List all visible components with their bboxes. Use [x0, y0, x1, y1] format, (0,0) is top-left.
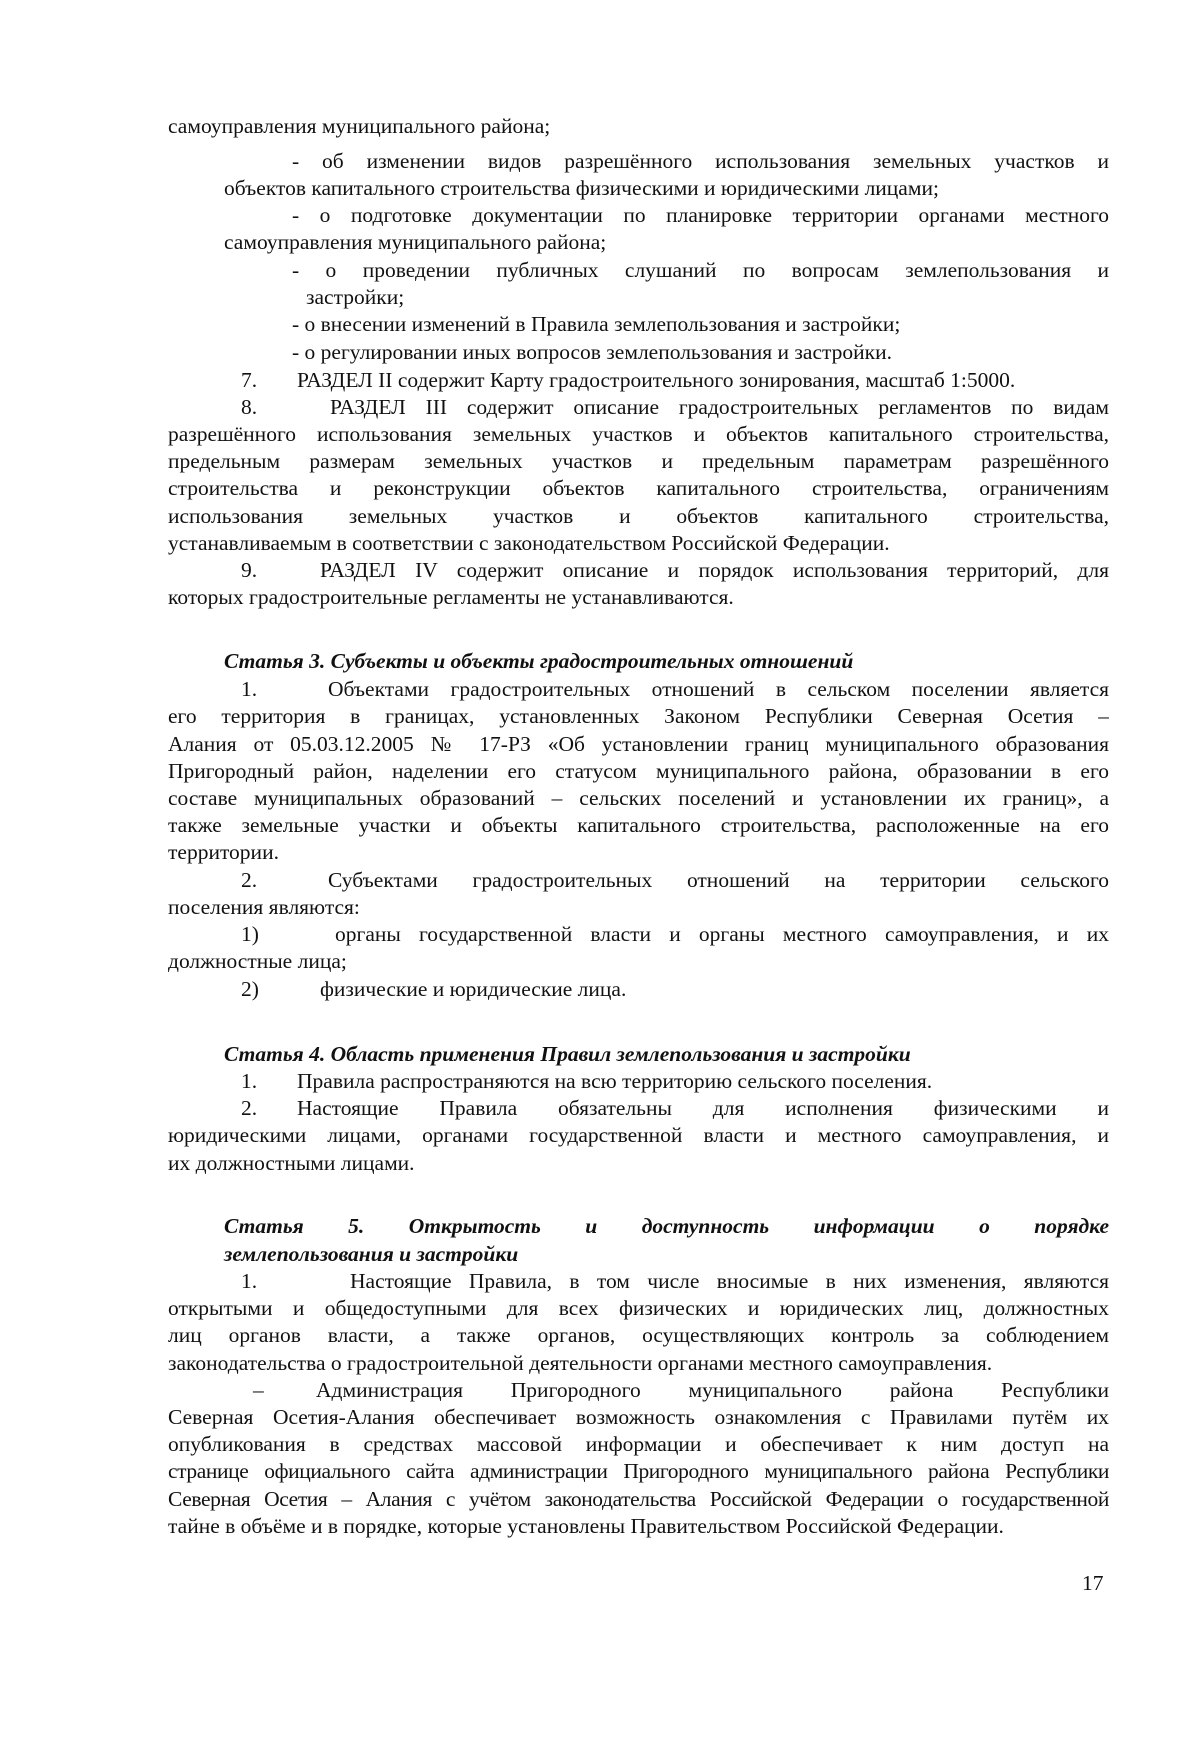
- text-line: опубликования в средствах массовой информации и обеспечивает к ним доступ на: [168, 1432, 1109, 1456]
- item-number: 2): [241, 977, 259, 1001]
- text-line: их должностными лицами.: [168, 1151, 415, 1175]
- item-number: 7.: [241, 368, 258, 392]
- item-number: 2.: [241, 868, 258, 892]
- article-5-heading: Статья 5. Открытость и доступность информации о порядке: [224, 1214, 1109, 1238]
- text-line: устанавливаемым в соответствии с законодательством Российской Федерации.: [168, 531, 890, 555]
- text-line: тайне в объёме и в порядке, которые установлены Правительством Российской Федерации.: [168, 1514, 1004, 1538]
- text-line: РАЗДЕЛ IV содержит описание и порядок использования территорий, для: [320, 558, 1109, 582]
- list-item-bullet: - о внесении изменений в Правила землепользования и застройки;: [292, 312, 901, 336]
- text-line: составе муниципальных образований – сельских поселений и установлении их границ», а: [168, 786, 1109, 810]
- text-line: РАЗДЕЛ III содержит описание градостроительных регламентов по видам: [330, 395, 1109, 419]
- text-line: странице официального сайта администрации Пригородного муниципального района Республики: [168, 1459, 1109, 1483]
- text-line: Пригородный район, наделении его статусом муниципального района, образовании в его: [168, 759, 1109, 783]
- text-line: которых градостроительные регламенты не устанавливаются.: [168, 585, 734, 609]
- item-number: 1.: [241, 677, 258, 701]
- text-line: юридическими лицами, органами государственной власти и местного самоуправления, и: [168, 1123, 1109, 1147]
- text-line: физические и юридические лица.: [320, 977, 627, 1001]
- item-number: 2.: [241, 1096, 258, 1120]
- text-line: Настоящие Правила, в том числе вносимые в них изменения, являются: [350, 1269, 1109, 1293]
- item-number: 1.: [241, 1069, 258, 1093]
- text-line: Северная Осетия – Алания с учётом законодательства Российской Федерации о государственной: [168, 1487, 1109, 1511]
- list-item-bullet: - о регулировании иных вопросов землепользования и застройки.: [292, 340, 892, 364]
- text-line: самоуправления муниципального района;: [168, 114, 551, 138]
- article-5-heading-continued: землепользования и застройки: [224, 1242, 519, 1266]
- text-line: лиц органов власти, а также органов, осуществляющих контроль за соблюдением: [168, 1323, 1109, 1347]
- text-line: его территория в границах, установленных Законом Республики Северная Осетия –: [168, 704, 1109, 728]
- article-3-heading: Статья 3. Субъекты и объекты градостроительных отношений: [224, 649, 854, 673]
- text-line: застройки;: [306, 285, 405, 309]
- item-number: 1): [241, 922, 259, 946]
- article-4-heading: Статья 4. Область применения Правил землепользования и застройки: [224, 1042, 911, 1066]
- item-number: 8.: [241, 395, 258, 419]
- text-line: разрешённого использования земельных участков и объектов капитального строительства,: [168, 422, 1109, 446]
- text-line: Правила распространяются на всю территорию сельского поселения.: [297, 1069, 933, 1093]
- text-line: использования земельных участков и объектов капитального строительства,: [168, 504, 1109, 528]
- text-line: предельным размерам земельных участков и предельным параметрам разрешённого: [168, 449, 1109, 473]
- page-number: 17: [1082, 1571, 1104, 1595]
- text-line: поселения являются:: [168, 895, 360, 919]
- text-line: должностные лица;: [168, 949, 347, 973]
- text-line: законодательства о градостроительной деятельности органами местного самоуправления.: [168, 1351, 993, 1375]
- text-line: открытыми и общедоступными для всех физических и юридических лиц, должностных: [168, 1296, 1109, 1320]
- text-line: территории.: [168, 840, 279, 864]
- item-number: 1.: [241, 1269, 258, 1293]
- text-line: РАЗДЕЛ II содержит Карту градостроительного зонирования, масштаб 1:5000.: [297, 368, 1016, 392]
- text-line: Администрация Пригородного муниципального района Республики: [316, 1378, 1109, 1402]
- text-line: Алания от 05.03.12.2005 № 17-РЗ «Об установлении границ муниципального образования: [168, 732, 1109, 756]
- text-line: также земельные участки и объекты капитального строительства, расположенные на его: [168, 813, 1109, 837]
- text-line: органы государственной власти и органы местного самоуправления, и их: [335, 922, 1109, 946]
- list-item-bullet: - о проведении публичных слушаний по вопросам землепользования и: [292, 258, 1109, 282]
- list-item-bullet: - о подготовке документации по планировке территории органами местного: [292, 203, 1109, 227]
- list-item-bullet: - об изменении видов разрешённого использования земельных участков и: [292, 149, 1109, 173]
- text-line: Северная Осетия-Алания обеспечивает возможность ознакомления с Правилами путём их: [168, 1405, 1109, 1429]
- text-line: Субъектами градостроительных отношений на территории сельского: [328, 868, 1109, 892]
- text-line: объектов капитального строительства физическими и юридическими лицами;: [224, 176, 939, 200]
- text-line: Настоящие Правила обязательны для исполнения физическими и: [297, 1096, 1109, 1120]
- item-number: 9.: [241, 558, 258, 582]
- list-dash: –: [253, 1378, 264, 1402]
- text-line: Объектами градостроительных отношений в сельском поселении является: [328, 677, 1109, 701]
- text-line: строительства и реконструкции объектов капитального строительства, ограничениям: [168, 476, 1109, 500]
- text-line: самоуправления муниципального района;: [224, 230, 607, 254]
